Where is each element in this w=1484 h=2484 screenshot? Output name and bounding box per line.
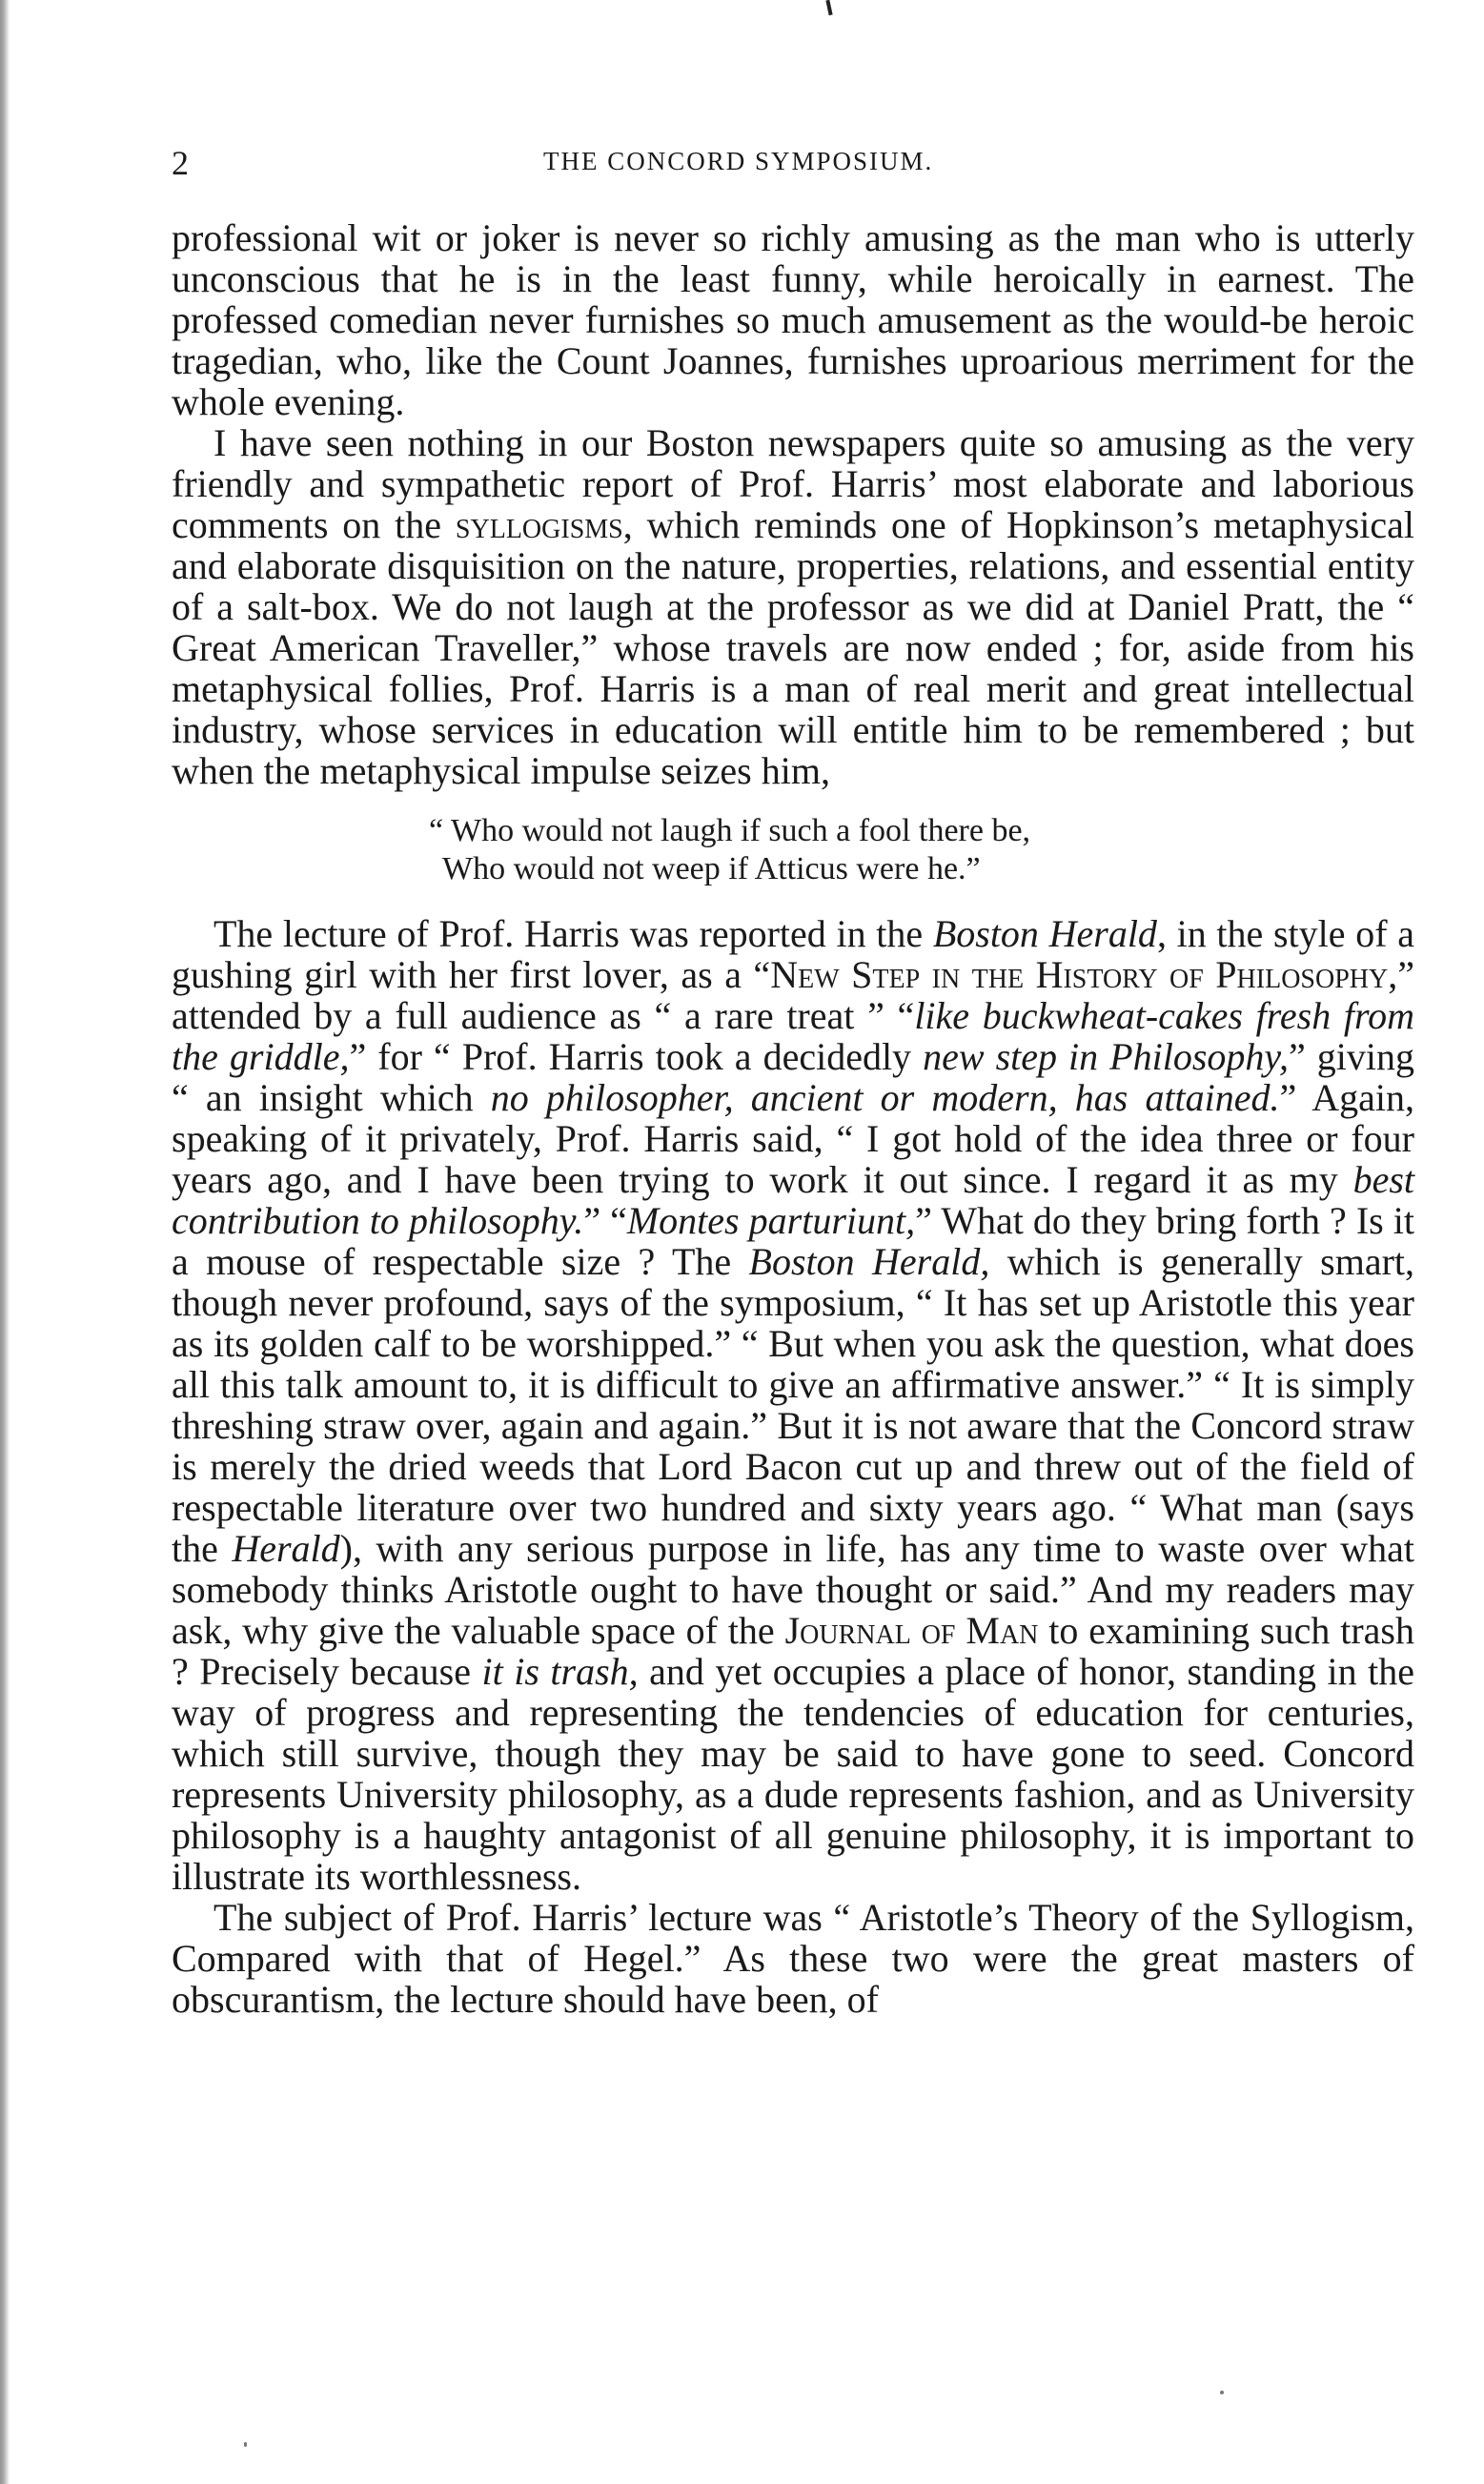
p3-italic-buckwheat: like buckwheat-cakes fresh from the griddle, [172, 994, 1414, 1078]
p3-italic-new-step: new step in Philosophy, [923, 1035, 1289, 1078]
scan-edge-shadow [0, 0, 10, 2484]
p3-italic-it-is-trash: it is trash, [481, 1650, 639, 1693]
paragraph-4: The subject of Prof. Harris’ lecture was “ Aristotle’s Theory of the Syllogism, Compared with that of Hegel.” As these two were the great masters of obscurantism, the lecture should have been, of [172, 1896, 1414, 2021]
paragraph-3 [172, 913, 1414, 1897]
p3-italic-boston-herald: Boston Herald [932, 912, 1157, 955]
p3-text-g: ” “ [583, 1199, 627, 1242]
paragraph-1: professional wit or joker is never so richly amusing as the man who is utterly unconscious that he is in the least funny, while heroically in earnest. The professed comedian never furnishes so much amusement as the would-be heroic tragedian, who, like the Count Joannes, furnishes uproarious merriment for the whole evening. [172, 216, 1414, 423]
p3-text-a: The lecture of Prof. Harris was reported in the [213, 912, 933, 955]
scan-speck [244, 2442, 247, 2447]
paragraph-2 [172, 422, 1414, 791]
p3-text-e: ” giving “ an insight which [172, 1035, 1414, 1119]
scan-mark [825, 0, 832, 15]
running-header [172, 143, 1411, 187]
p2-smallcaps-syllogisms: syllogisms [455, 503, 623, 546]
p3-smallcaps-new-step: New Step in the History of Philosophy [770, 953, 1389, 996]
p3-italic-herald: Herald [232, 1527, 340, 1570]
scan-speck [1220, 2391, 1224, 2394]
page-number: 2 [172, 144, 189, 182]
p3-italic-boston-herald-2: Boston Herald, [748, 1240, 990, 1283]
p3-text-d: ” for “ Prof. Harris took a decidedly [349, 1035, 924, 1078]
p2-text-b: , which reminds one of Hopkinson’s metaphysical and elaborate disquisition on the nature, properties, relations, and essential entity of a salt-box. We do not laugh at the professor as we did at Daniel Pratt, the “ Great American Traveller,” whose travels are now ended ; for, aside from his metaphysical follies, Prof. Harris is a man of real merit and great intellectual industry, whose services in education will entitle him to be remembered ; but when the metaphysical impulse seizes him, [172, 503, 1414, 792]
p3-text-k: to examining such trash ? Precisely because [172, 1609, 1414, 1693]
p3-text-i: which is generally smart, though never profound, says of the symposium, “ It has set up Aristotle this year as its golden calf to be worshipped.” “ But when you ask the question, what does all this talk amount to, it is difficult to give an affirmative answer.” “ It is simply threshing straw over, again and again.” But it is not aware that the Concord straw is merely the dried weeds that Lord Bacon cut up and threw out of the field of respectable literature over two hundred and sixty years ago. “ What man (says the [172, 1240, 1415, 1570]
verse-line-2: Who would not weep if Atticus were he.” [442, 851, 981, 886]
p3-text-j: ), with any serious purpose in life, has any time to waste over what somebody thinks Aristotle ought to have thought or said.” And my readers may ask, why give the valuable space of the [172, 1527, 1415, 1652]
p3-italic-montes: Montes parturiunt, [626, 1199, 916, 1242]
verse-line-1: “ Who would not laugh if such a fool there be, [429, 813, 1031, 848]
p3-text-c: ,” attended by a full audience as “ a rare treat ” “ [172, 953, 1414, 1037]
p3-text-l: and yet occupies a place of honor, standing in the way of progress and representing the tendencies of education for centuries, which still survive, though they may be said to have gone to seed. Concord represents University philosophy, as a dude represents fashion, and as University philosophy is a haughty antagonist of all genuine philosophy, it is important to illustrate its worthlessness. [172, 1650, 1414, 1898]
p3-text-b: , in the style of a gushing girl with her first lover, as a “ [172, 912, 1414, 996]
body-text [172, 217, 1414, 2020]
p3-italic-no-philosopher: no philosopher, ancient or modern, has attained. [490, 1076, 1280, 1119]
verse-quotation [172, 812, 1414, 888]
p3-text-f: ” Again, speaking of it privately, Prof. Harris said, “ I got hold of the idea three or four years ago, and I have been trying to work it out since. I regard it as my [172, 1076, 1414, 1201]
p2-text-a: I have seen nothing in our Boston newspapers quite so amusing as the very friendly and sympathetic report of Prof. Harris’ most elaborate and laborious comments on the [172, 421, 1414, 546]
p3-italic-best-contribution: best contribution to philosophy. [172, 1158, 1414, 1242]
p3-text-h: ” What do they bring forth ? Is it a mouse of respectable size ? The [172, 1199, 1414, 1283]
running-title: THE CONCORD SYMPOSIUM. [543, 147, 934, 175]
p3-smallcaps-journal: Journal of Man [784, 1609, 1039, 1652]
